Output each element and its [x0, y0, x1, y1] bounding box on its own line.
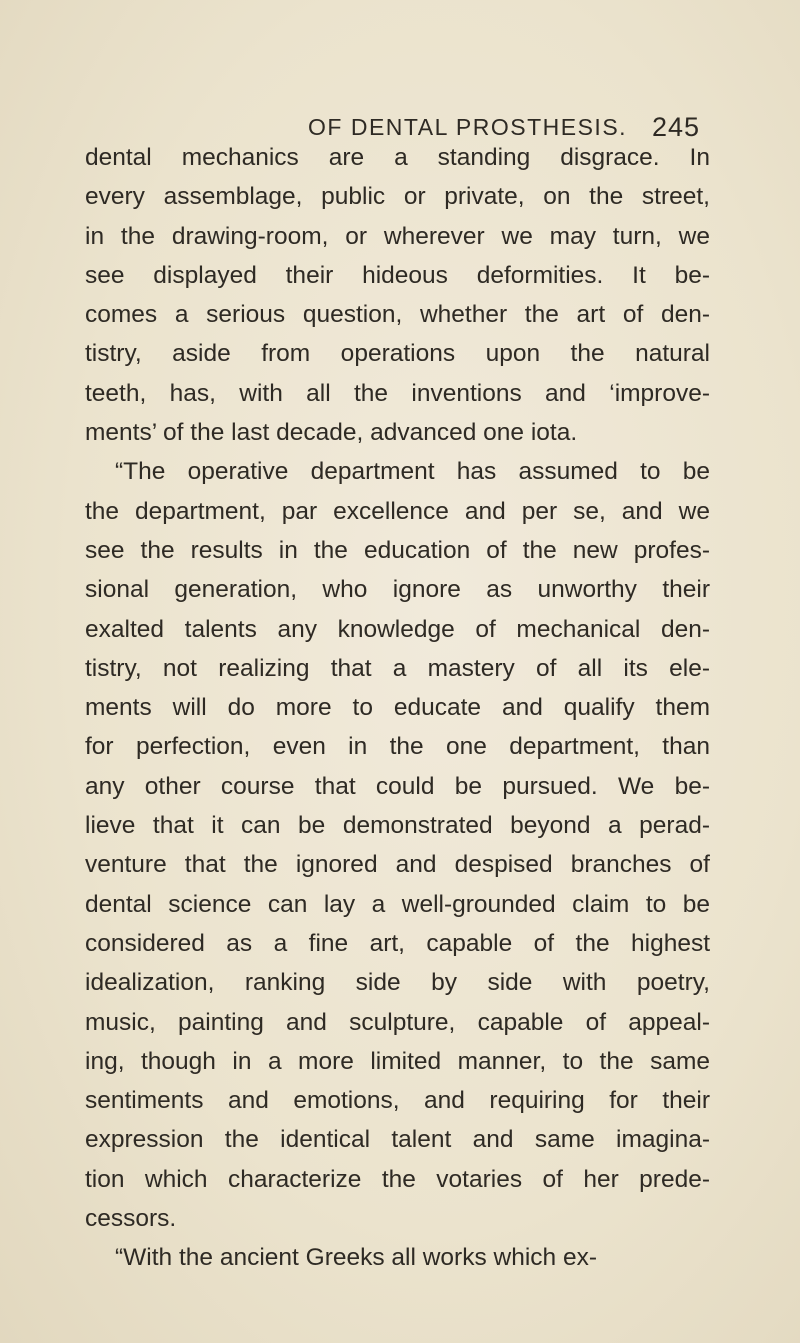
text-line: idealization, ranking side by side with poetry, — [85, 969, 710, 997]
text-line: expression the identical talent and same imagina- — [85, 1126, 710, 1154]
text-line: tion which characterize the votaries of her prede- — [85, 1165, 710, 1193]
text-line: see displayed their hideous deformities. It be- — [85, 261, 710, 289]
text-line: music, painting and sculpture, capable of appeal- — [85, 1008, 710, 1036]
text-line: in the drawing-room, or wherever we may turn, we — [85, 222, 710, 250]
text-line: dental science can lay a well-grounded claim to be — [85, 890, 710, 918]
text-line: considered as a fine art, capable of the highest — [85, 929, 710, 957]
text-line: tistry, aside from operations upon the natural — [85, 340, 710, 368]
text-line: cessors. — [85, 1205, 177, 1233]
text-line: sentiments and emotions, and requiring for their — [85, 1087, 710, 1115]
text-line: tistry, not realizing that a mastery of all its ele- — [85, 654, 710, 682]
text-line: teeth, has, with all the inventions and ‘improve- — [85, 379, 710, 407]
text-line: ments’ of the last decade, advanced one iota. — [85, 419, 578, 447]
text-line: exalted talents any knowledge of mechanical den- — [85, 615, 710, 643]
text-line: the department, par excellence and per se, and we — [85, 497, 710, 525]
text-line: any other course that could be pursued. We be- — [85, 772, 710, 800]
text-line: “With the ancient Greeks all works which ex- — [115, 1244, 597, 1272]
text-line: comes a serious question, whether the art of den- — [85, 301, 710, 329]
running-head: OF DENTAL PROSTHESIS. — [308, 114, 628, 140]
text-line: see the results in the education of the new profes- — [85, 536, 710, 564]
text-line: lieve that it can be demonstrated beyond a perad- — [85, 812, 710, 840]
text-line: ing, though in a more limited manner, to the same — [85, 1047, 710, 1075]
page-number: 245 — [652, 112, 701, 142]
text-line: for perfection, even in the one department, than — [85, 733, 710, 761]
text-line: venture that the ignored and despised branches of — [85, 851, 710, 879]
text-line: “The operative department has assumed to be — [115, 458, 710, 486]
body-text — [85, 138, 710, 1278]
text-line: every assemblage, public or private, on the street, — [85, 183, 710, 211]
text-line: dental mechanics are a standing disgrace. In — [85, 144, 710, 171]
text-line: ments will do more to educate and qualify them — [85, 694, 710, 722]
text-line: sional generation, who ignore as unworthy their — [85, 576, 710, 604]
